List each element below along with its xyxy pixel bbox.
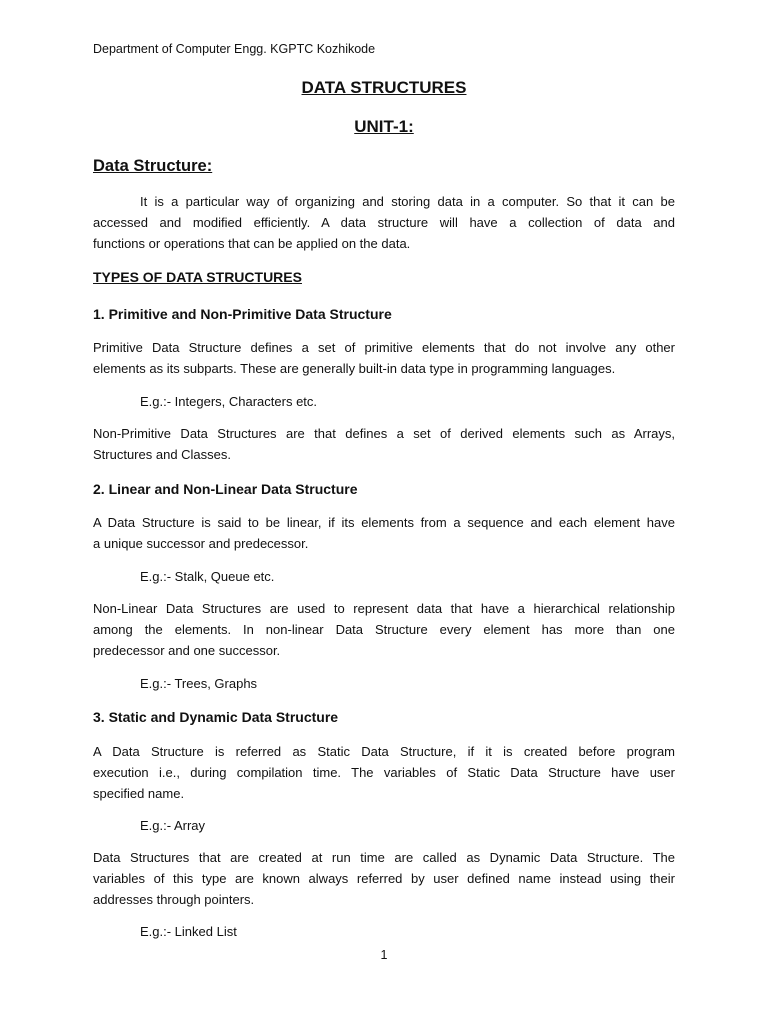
section-title: Data Structure: xyxy=(93,157,213,175)
section-3-heading: 3. Static and Dynamic Data Structure xyxy=(93,709,339,725)
s3-p1-line-2: execution i.e., during compilation time. The variables of Static Data Structure have user xyxy=(93,765,675,780)
s2-example-1: E.g.:- Stalk, Queue etc. xyxy=(140,569,275,584)
s2-p2-line-2: among the elements. In non-linear Data Structure every element has more than one xyxy=(93,622,675,637)
section-1-heading: 1. Primitive and Non-Primitive Data Structure xyxy=(93,306,392,322)
unit-title: UNIT-1: xyxy=(354,117,414,136)
s1-example-1: E.g.:- Integers, Characters etc. xyxy=(140,394,318,409)
s2-p1-line-1: A Data Structure is said to be linear, if its elements from a sequence and each element have xyxy=(93,515,675,530)
document-title: DATA STRUCTURES xyxy=(301,78,467,97)
s1-p2-line-1: Non-Primitive Data Structures are that defines a set of derived elements such as Arrays, xyxy=(93,426,675,441)
s3-p1-line-3: specified name. xyxy=(93,786,185,801)
s1-p1-line-1: Primitive Data Structure defines a set of primitive elements that do not involve any other xyxy=(93,340,675,355)
s3-example-2: E.g.:- Linked List xyxy=(140,924,237,939)
s3-p2-line-3: addresses through pointers. xyxy=(93,892,255,907)
s2-p1-line-2: a unique successor and predecessor. xyxy=(93,536,309,551)
s3-example-1: E.g.:- Array xyxy=(140,818,206,833)
s2-example-2: E.g.:- Trees, Graphs xyxy=(140,676,258,691)
s2-p2-line-1: Non-Linear Data Structures are used to represent data that have a hierarchical relationship xyxy=(93,601,675,616)
section-2-heading: 2. Linear and Non-Linear Data Structure xyxy=(93,481,358,497)
s3-p2-line-1: Data Structures that are created at run time are called as Dynamic Data Structure. The xyxy=(93,850,675,865)
intro-line-1: It is a particular way of organizing and storing data in a computer. So that it can be xyxy=(140,194,675,209)
s1-p2-line-2: Structures and Classes. xyxy=(93,447,232,462)
page-header: Department of Computer Engg. KGPTC Kozhikode xyxy=(93,42,376,56)
intro-line-3: functions or operations that can be applied on the data. xyxy=(93,236,411,251)
s1-p1-line-2: elements as its subparts. These are generally built-in data type in programming languages. xyxy=(93,361,616,376)
s3-p1-line-1: A Data Structure is referred as Static Data Structure, if it is created before program xyxy=(93,744,675,759)
page-number: 1 xyxy=(380,948,388,962)
intro-line-2: accessed and modified efficiently. A data structure will have a collection of data and xyxy=(93,215,675,230)
s2-p2-line-3: predecessor and one successor. xyxy=(93,643,281,658)
types-heading: TYPES OF DATA STRUCTURES xyxy=(93,269,302,285)
s3-p2-line-2: variables of this type are known always referred by user defined name instead using their xyxy=(93,871,675,886)
